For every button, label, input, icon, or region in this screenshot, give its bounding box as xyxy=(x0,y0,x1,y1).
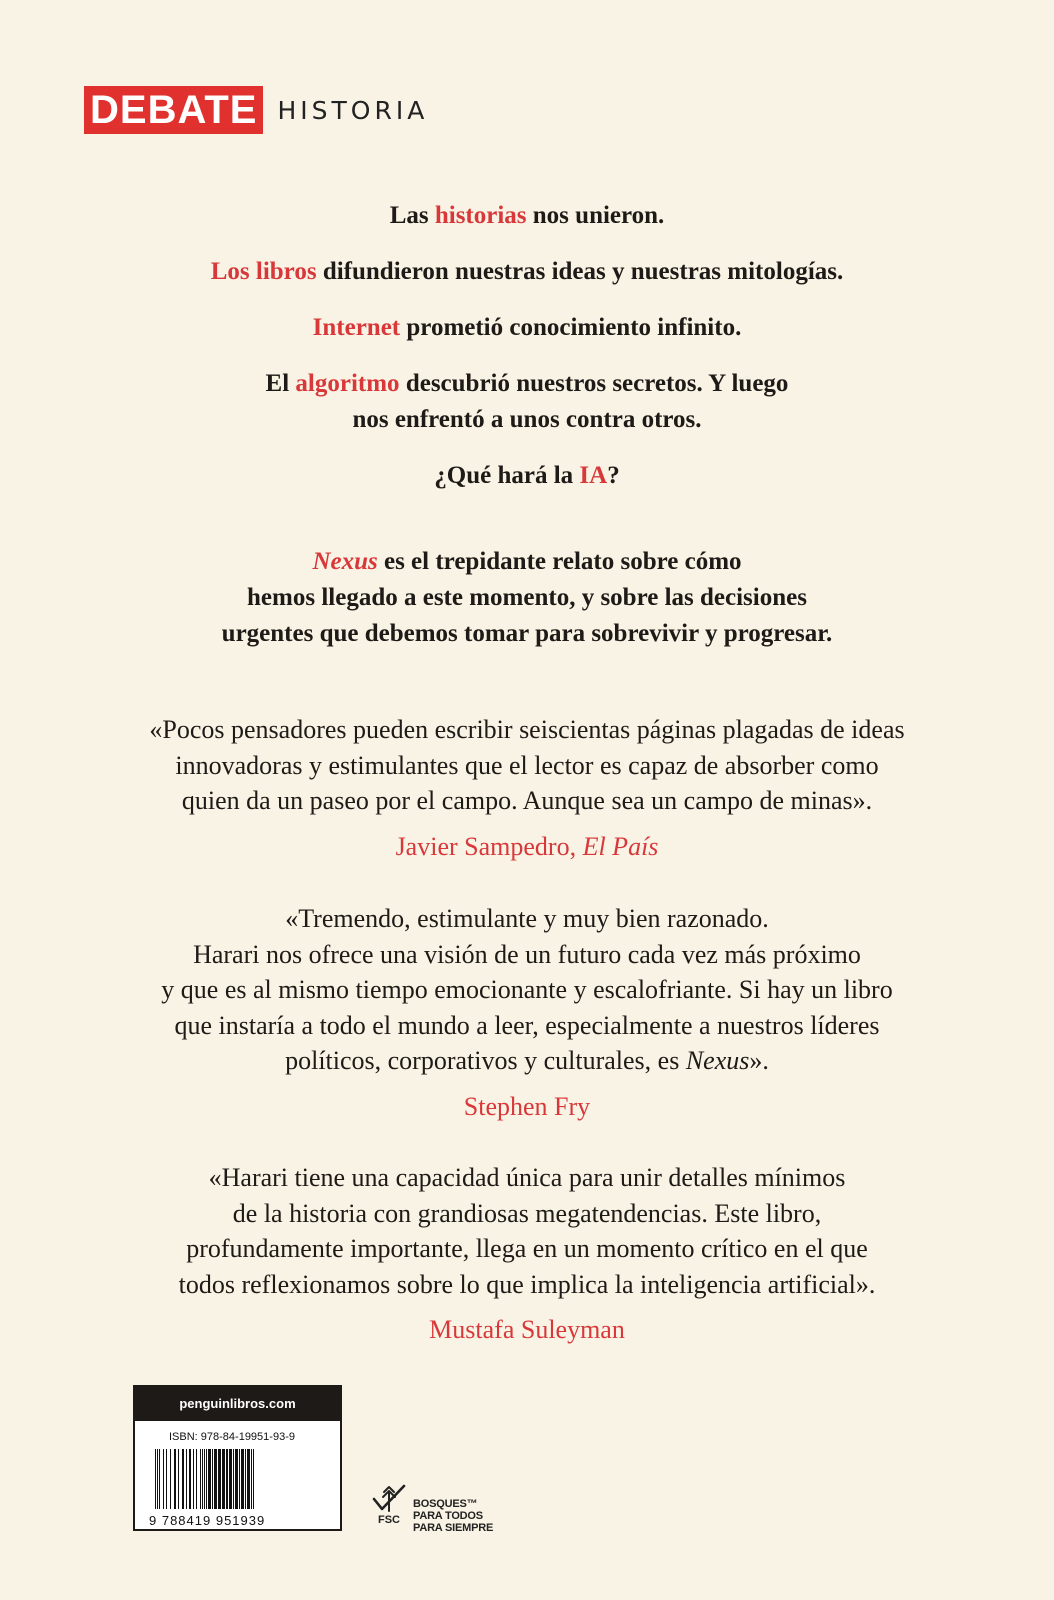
quote-author: Mustafa Suleyman xyxy=(429,1315,625,1344)
quote-line: y que es al mismo tiempo emocionante y escalofriante. Si hay un libro xyxy=(161,975,893,1004)
fsc-label: FSC xyxy=(378,1514,400,1526)
quote-line: profundamente importante, llega en un momento crítico en el que xyxy=(186,1234,868,1263)
blurb-quote xyxy=(0,712,1054,865)
series-label: HISTORIA xyxy=(277,95,429,125)
blurb-quote xyxy=(0,1160,1054,1348)
quote-line: innovadoras y estimulantes que el lector es capaz de absorber como xyxy=(175,750,879,780)
intro-line: Las historias nos unieron. xyxy=(389,202,665,229)
website-label: penguinlibros.com xyxy=(135,1387,340,1421)
barcode-icon xyxy=(147,1449,331,1511)
tree-check-icon xyxy=(370,1483,408,1513)
quote-line: de la historia con grandiosas megatendencias. Este libro, xyxy=(232,1198,822,1228)
isbn-label: ISBN: 978-84-19951-93-9 xyxy=(169,1431,295,1443)
quote-author: Javier Sampedro, El País xyxy=(395,831,659,861)
fsc-slogan: BOSQUES™ PARA TODOS PARA SIEMPRE xyxy=(413,1498,494,1534)
intro-line: ¿Qué hará la IA? xyxy=(434,462,620,489)
barcode-box xyxy=(133,1385,342,1531)
intro-line: Los libros difundieron nuestras ideas y nuestras mitologías. xyxy=(210,258,844,285)
blurb-quote xyxy=(0,901,1054,1125)
quote-line: «Tremendo, estimulante y muy bien razonado. xyxy=(285,904,769,933)
barcode-digits: 9 788419 951939 xyxy=(149,1513,266,1528)
lead-line: urgentes que debemos tomar para sobrevivir y progresar. xyxy=(221,620,833,647)
publisher-logo: DEBATE xyxy=(84,86,263,134)
intro-line: nos enfrentó a unos contra otros. xyxy=(352,406,702,433)
quote-author: Stephen Fry xyxy=(463,1091,591,1121)
intro-text xyxy=(0,198,1054,494)
fsc-mark xyxy=(370,1483,493,1534)
quote-line: políticos, corporativos y culturales, es Nexus». xyxy=(285,1046,769,1075)
quote-line: quien da un paseo por el campo. Aunque sea un campo de minas». xyxy=(181,786,873,815)
quote-line: «Harari tiene una capacidad única para unir detalles mínimos xyxy=(208,1163,846,1192)
header xyxy=(84,86,428,134)
lead-line: Nexus es el trepidante relato sobre cómo xyxy=(312,548,742,575)
quote-line: que instaría a todo el mundo a leer, especialmente a nuestros líderes xyxy=(174,1010,880,1040)
lead-paragraph xyxy=(0,544,1054,652)
quote-line: «Pocos pensadores pueden escribir seiscientas páginas plagadas de ideas xyxy=(149,715,905,744)
book-title: Nexus xyxy=(312,548,378,575)
quote-line: Harari nos ofrece una visión de un futuro cada vez más próximo xyxy=(193,939,861,969)
intro-line: El algoritmo descubrió nuestros secretos. Y luego xyxy=(265,370,789,397)
intro-line: Internet prometió conocimiento infinito. xyxy=(312,314,742,341)
lead-line: hemos llegado a este momento, y sobre las decisiones xyxy=(247,584,807,611)
quote-line: todos reflexionamos sobre lo que implica la inteligencia artificial». xyxy=(178,1269,876,1299)
fsc-logo xyxy=(370,1483,408,1526)
